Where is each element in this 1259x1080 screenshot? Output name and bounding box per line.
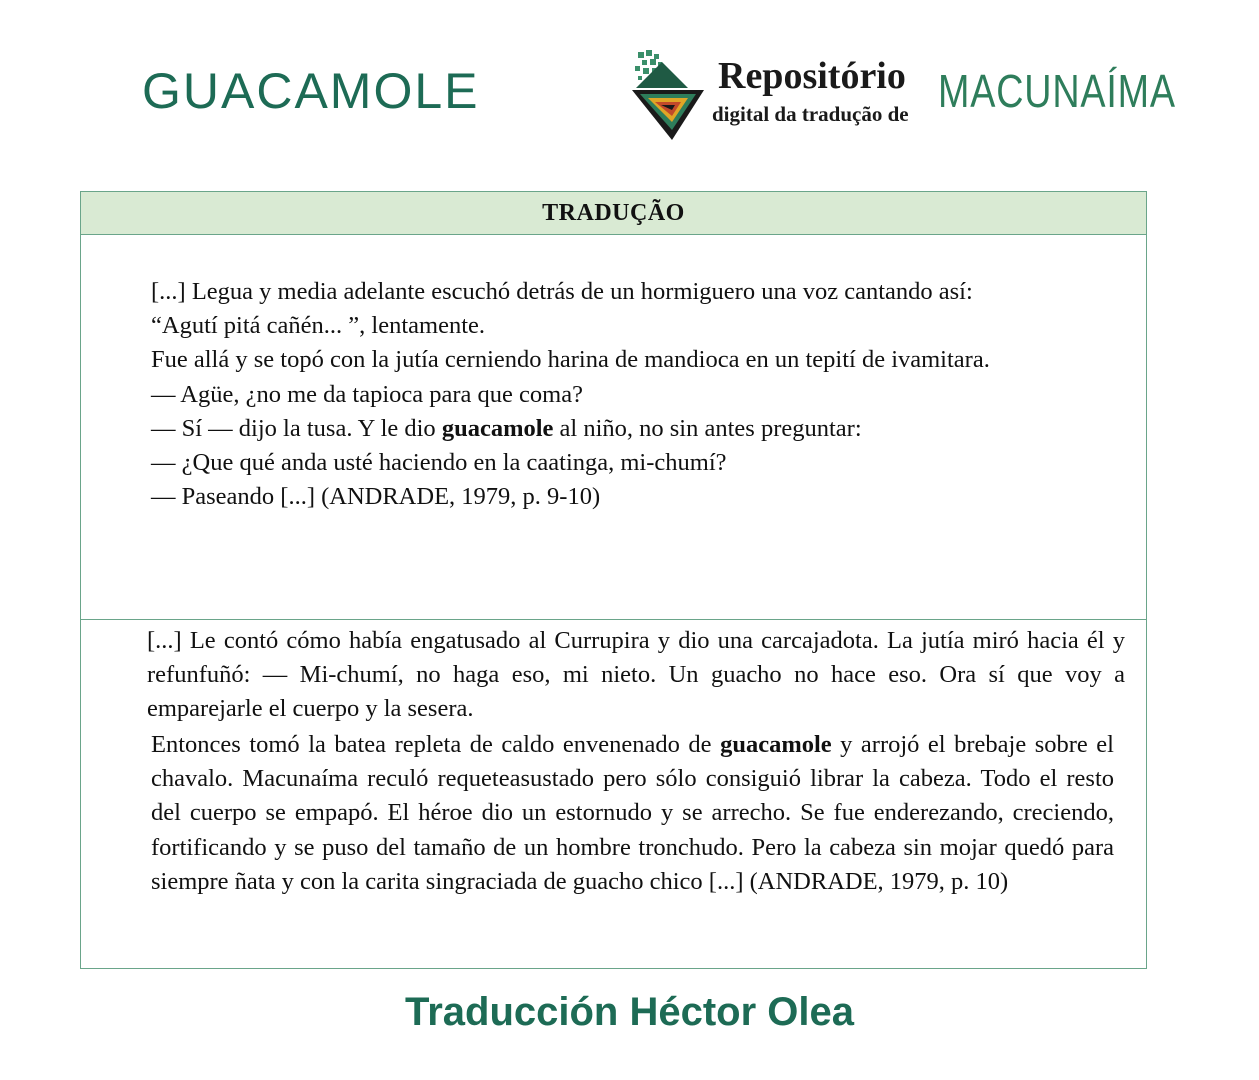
repository-logo: [628, 46, 1176, 146]
repository-emblem-icon: [628, 46, 708, 146]
excerpt-line: — Paseando [...] (ANDRADE, 1979, p. 9-10): [151, 483, 601, 511]
page-title: GUACAMOLE: [142, 63, 480, 119]
excerpt-1: [151, 275, 1114, 514]
excerpt-text: y arrojó el brebaje sobre el chavalo. Macunaíma reculó requeteasustado pero sólo consiguió librar la cabeza. Todo el resto del cuerpo se empapó. El héroe dio un estornudo y se arrecho. Se fue enderezando, creciendo, fortificando y se puso del tamaño de un hombre tronchudo. Pero la cabeza sin mojar quedó para siempre ñata y con la carita singraciada de guacho chico [...] (ANDRADE, 1979, p. 10): [151, 731, 1114, 895]
excerpt-2b: [151, 728, 1114, 899]
excerpt-text: al niño, no sin antes preguntar:: [553, 414, 862, 442]
excerpt-line: — ¿Que qué anda usté haciendo en la caatinga, mi-chumí?: [151, 449, 727, 477]
excerpt-line: [...] Legua y media adelante escuchó detrás de un hormiguero una voz cantando así:: [151, 278, 973, 305]
table-row: [81, 235, 1146, 620]
excerpt-paragraph: [...] Le contó cómo había engatusado al Currupira y dio una carcajadota. La jutía miró hacia él y refunfuñó: — Mi-chumí, no haga eso, mi nieto. Un guacho no hace eso. Ora sí que voy a emparejarle el cuerpo y la sesera.: [147, 627, 1125, 723]
logo-line-2: digital da tradução de: [712, 102, 909, 126]
table-row: [81, 620, 1146, 970]
excerpt-2a: [147, 624, 1125, 727]
table-header: TRADUÇÃO: [81, 192, 1146, 235]
translation-table: [80, 191, 1147, 969]
excerpt-line: Fue allá y se topó con la jutía cerniendo harina de mandioca en un tepití de ivamitara.: [151, 346, 990, 374]
excerpt-text: — Sí — dijo la tusa. Y le dio: [151, 414, 442, 442]
excerpt-line: “Agutí pitá cañén... ”, lentamente.: [151, 312, 486, 340]
translator-credit: Traducción Héctor Olea: [404, 990, 855, 1034]
highlight-term: guacamole: [441, 414, 554, 442]
excerpt-paragraph: [151, 728, 1114, 899]
logo-brand: MACUNAÍMA: [938, 65, 1176, 117]
excerpt-text: Entonces tomó la batea repleta de caldo envenenado de: [151, 731, 721, 758]
highlight-term: guacamole: [720, 731, 832, 758]
logo-line-1: Repositório: [718, 55, 906, 97]
excerpt-line: [151, 412, 1114, 446]
excerpt-line: — Agüe, ¿no me da tapioca para que coma?: [151, 380, 583, 408]
